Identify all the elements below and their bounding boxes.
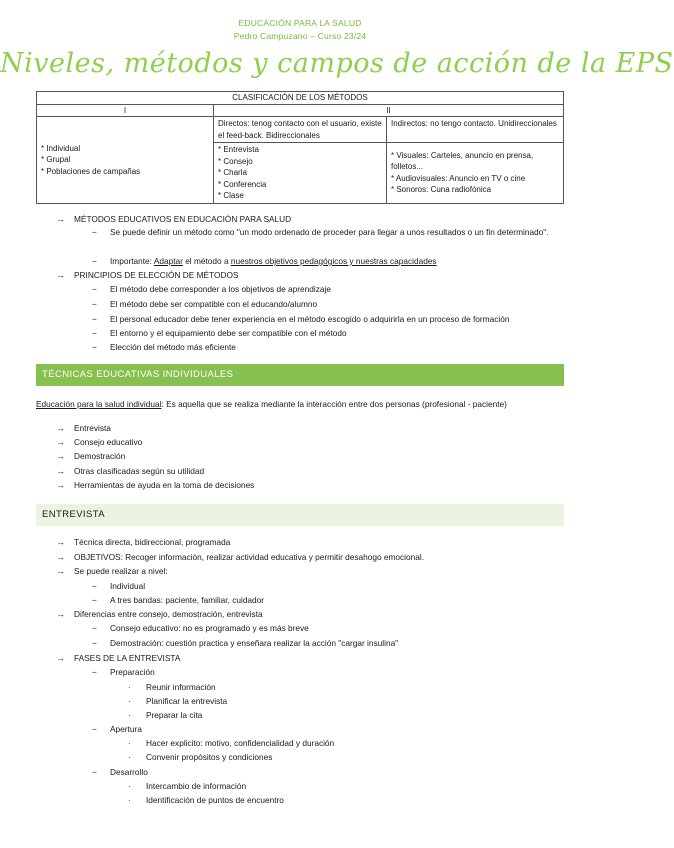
author-line: Pedro Campuzano – Curso 23/24 <box>233 31 367 41</box>
important-adapt: Adaptar <box>153 256 183 266</box>
arrow-icon: → <box>56 214 65 224</box>
level-item: * Individual <box>41 143 81 153</box>
dash-icon: − <box>92 256 97 266</box>
principle-item: El método debe corresponder a los objetivos de aprendizaje <box>110 284 331 294</box>
phase-subitem: Hacer explicito: motivo, confidencialidad y duración <box>146 738 335 748</box>
arrow-icon: → <box>56 653 65 663</box>
phase-subitem: Planificar la entrevista <box>146 696 228 706</box>
levels-cell <box>37 117 214 204</box>
interview-objectives: OBJETIVOS: Recoger información, realizar actividad educativa y permitir desahogo emocional. <box>74 552 425 562</box>
definition-text: : Es aquella que se realiza mediante la interacción entre dos personas (profesional - paciente) <box>161 399 507 409</box>
methods-heading: MÉTODOS EDUCATIVOS EN EDUCACIÓN PARA SALUD <box>74 214 292 224</box>
phase-subitem: Intercambio de información <box>146 781 247 791</box>
section-banner-interview: ENTREVISTA <box>36 504 564 526</box>
principle-item: El método debe ser compatible con el educando/alumno <box>110 299 318 309</box>
arrow-icon: → <box>56 270 65 280</box>
dash-icon: − <box>92 299 97 309</box>
technique-item: Demostración <box>74 451 126 461</box>
dash-icon: − <box>92 767 97 777</box>
dash-icon: − <box>92 342 97 352</box>
dot-icon: · <box>128 697 131 706</box>
dash-icon: − <box>92 638 97 648</box>
important-objectives: nuestros objetivos pedagógicos y nuestras capacidades <box>230 256 437 266</box>
phase-subitem: Identificación de puntos de encuentro <box>146 795 284 805</box>
dash-icon: − <box>92 227 97 237</box>
interview-levels: Se puede realizar a nivel: <box>74 566 168 576</box>
arrow-icon: → <box>56 466 65 476</box>
difference-advice: Consejo educativo: no es programado y es más breve <box>110 623 309 633</box>
important-prefix: Importante: <box>110 256 154 266</box>
dash-icon: − <box>92 284 97 294</box>
section-banner-techniques: TÉCNICAS EDUCATIVAS INDIVIDUALES <box>36 364 564 386</box>
arrow-icon: → <box>56 451 65 461</box>
direct-item: * Consejo <box>218 156 253 166</box>
dot-icon: · <box>128 782 131 791</box>
method-definition: Se puede definir un método como "un modo ordenado de proceder para llegar a unos resultados o un fin determinado". <box>110 227 549 237</box>
table-caption: CLASIFICACIÓN DE LOS MÉTODOS <box>37 92 564 105</box>
col2-head: II <box>214 104 564 117</box>
phase-development: Desarrollo <box>110 767 148 777</box>
arrow-icon: → <box>56 537 65 547</box>
principles-heading: PRINCIPIOS DE ELECCIÓN DE MÉTODOS <box>74 270 239 280</box>
dash-icon: − <box>92 623 97 633</box>
direct-item: * Entrevista <box>218 145 259 154</box>
indirect-item: * Visuales: Carteles, anuncio en prensa, folletos... <box>391 150 534 172</box>
direct-item: * Charla <box>218 168 247 177</box>
dash-icon: − <box>92 328 97 338</box>
phase-opening: Apertura <box>110 724 142 734</box>
difference-demo: Demostración: cuestión practica y enseñara realizar la acción "cargar insulina" <box>110 638 399 648</box>
dot-icon: · <box>128 796 131 805</box>
technique-item: Otras clasificadas según su utilidad <box>74 466 205 476</box>
level-item: * Grupal <box>41 155 71 164</box>
principle-item: El personal educador debe tener experiencia en el método escogido o adquirirla en un proceso de formación <box>110 314 510 324</box>
phase-subitem: Convenir propósitos y condiciones <box>146 752 273 762</box>
methods-classification-table <box>36 91 564 204</box>
phase-subitem: Preparar la cita <box>146 710 203 720</box>
phase-preparation: Preparación <box>110 667 155 677</box>
arrow-icon: → <box>56 552 65 562</box>
dot-icon: · <box>128 711 131 720</box>
direct-item: * Conferencia <box>218 179 267 189</box>
technique-item: Entrevista <box>74 423 111 433</box>
dot-icon: · <box>128 739 131 748</box>
dash-icon: − <box>92 581 97 591</box>
indirect-item: * Sonoros: Cuna radiofónica <box>391 185 492 195</box>
direct-head: Directos: tenog contacto con el usuario, existe el feed-back. Bidireccionales <box>214 117 387 143</box>
technique-item: Consejo educativo <box>74 437 143 447</box>
interview-line: Técnica directa, bidireccional, programada <box>74 537 231 547</box>
dash-icon: − <box>92 595 97 605</box>
phase-subitem: Reunir información <box>146 682 216 692</box>
technique-item: Herramientas de ayuda en la toma de decisiones <box>74 480 255 490</box>
direct-items <box>214 143 387 204</box>
col1-head: I <box>37 104 214 117</box>
dot-icon: · <box>128 753 131 762</box>
principle-item: El entorno y el equipamiento debe ser compatible con el método <box>110 328 347 338</box>
definition-term: Educación para la salud individual <box>36 399 162 409</box>
dash-icon: − <box>92 667 97 677</box>
indirect-item: * Audiovisuales: Anuncio en TV o cine <box>391 173 526 183</box>
level-item: * Poblaciones de campañas <box>41 166 141 176</box>
arrow-icon: → <box>56 609 65 619</box>
course-name: EDUCACIÓN PARA LA SALUD <box>238 18 362 28</box>
individual-eps-definition <box>36 399 507 410</box>
level-individual: Individual <box>110 581 146 591</box>
indirect-head: Indirectos: no tengo contacto. Unidireccionales <box>387 117 564 143</box>
interview-phases: FASES DE LA ENTREVISTA <box>74 653 181 663</box>
principle-item: Elección del método más eficiente <box>110 342 236 352</box>
indirect-items <box>387 143 564 204</box>
arrow-icon: → <box>56 437 65 447</box>
page-title: Niveles, métodos y campos de acción de la EPS <box>0 48 674 79</box>
arrow-icon: → <box>56 566 65 576</box>
method-important <box>110 256 437 267</box>
dot-icon: · <box>128 683 131 692</box>
level-three-way: A tres bandas: paciente, familiar, cuidador <box>110 595 265 605</box>
arrow-icon: → <box>56 480 65 490</box>
important-mid: el método a <box>182 256 231 266</box>
interview-differences: Diferencias entre consejo, demostración, entrevista <box>74 609 263 619</box>
dash-icon: − <box>92 724 97 734</box>
direct-item: * Clase <box>218 191 244 200</box>
arrow-icon: → <box>56 423 65 433</box>
dash-icon: − <box>92 314 97 324</box>
